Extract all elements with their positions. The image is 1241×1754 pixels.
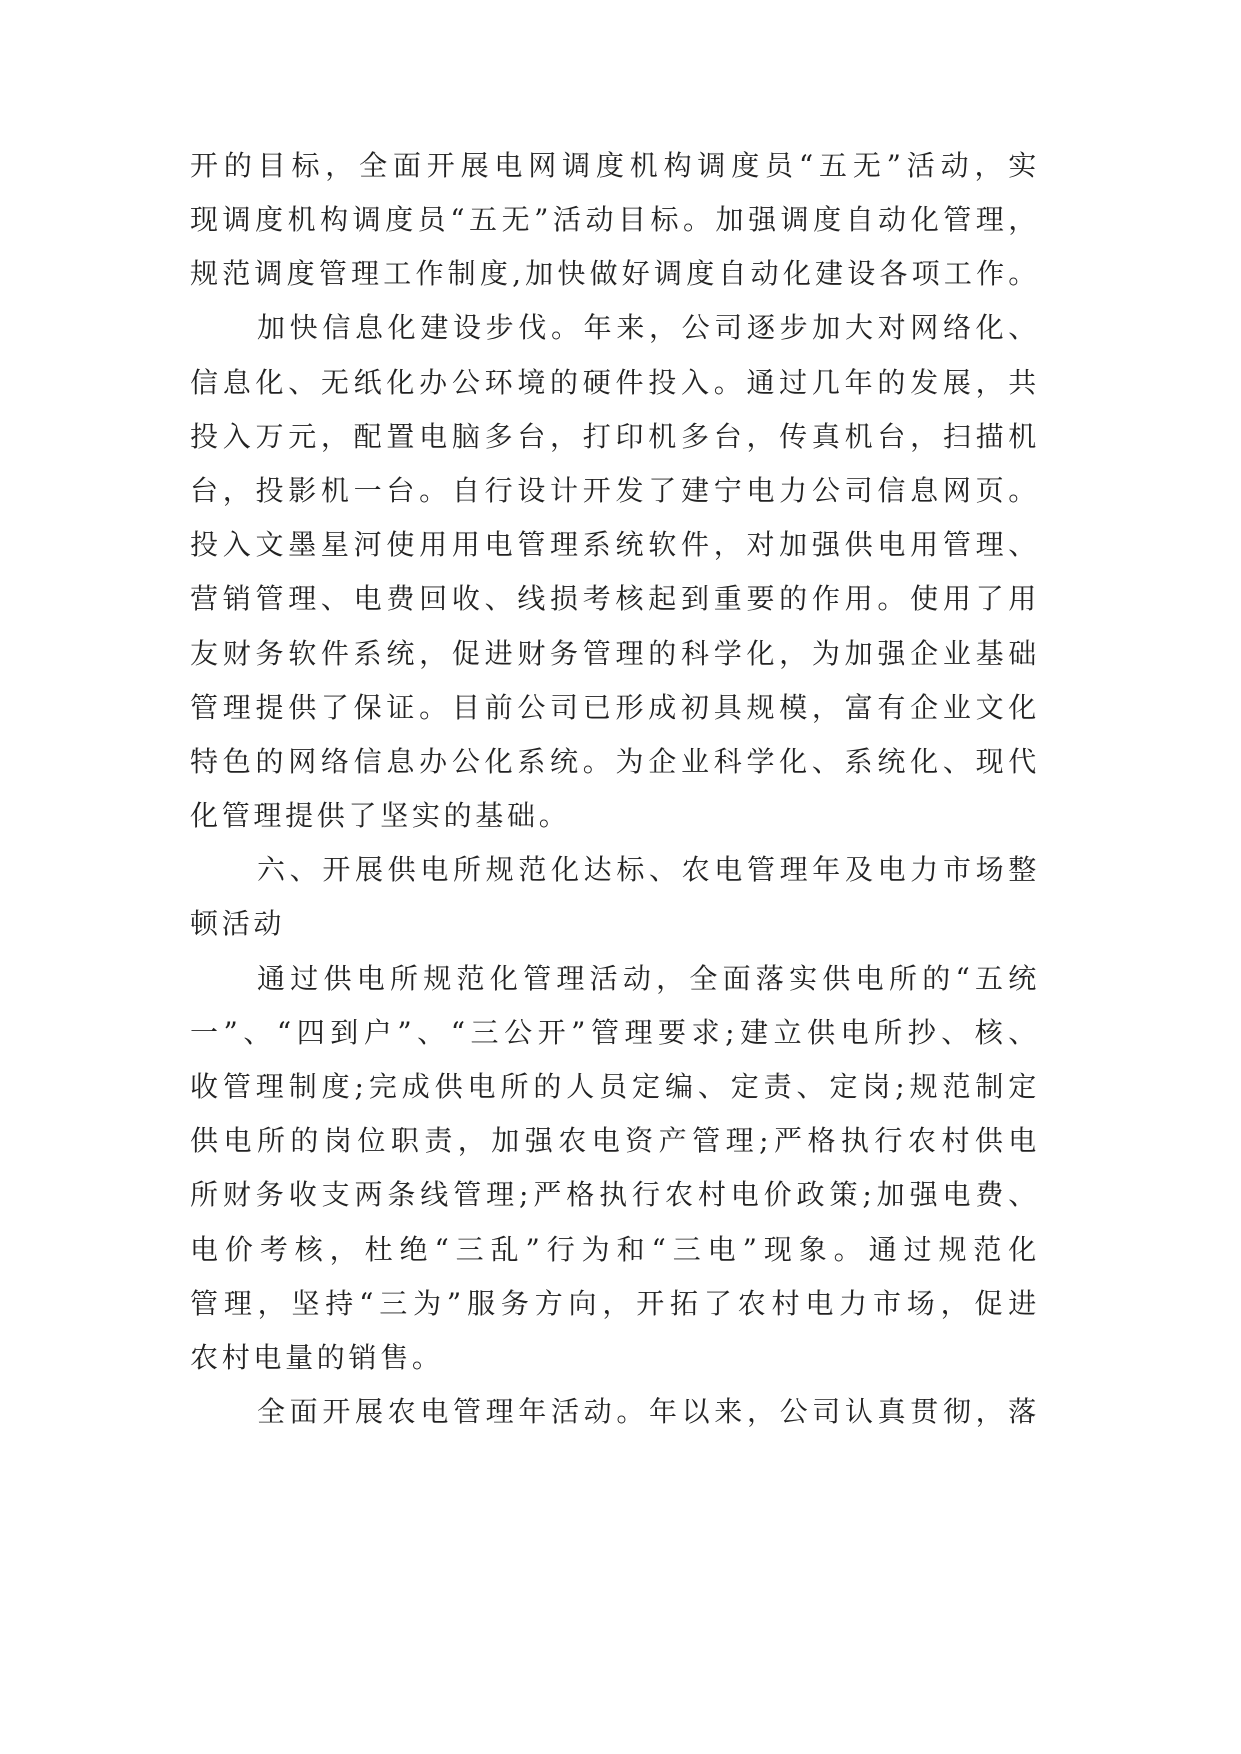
paragraph-line: 农村电量的销售。 — [190, 1341, 444, 1374]
paragraph-line: 加快信息化建设步伐。年来，公司逐步加大对网络化、 — [257, 311, 1040, 344]
paragraph-line: 所财务收支两条线管理;严格执行农村电价政策;加强电费、 — [190, 1178, 1040, 1211]
paragraph-line: 电价考核，杜绝“三乱”行为和“三电”现象。通过规范化 — [190, 1233, 1040, 1266]
paragraph-line: 友财务软件系统，促进财务管理的科学化，为加强企业基础 — [190, 637, 1040, 670]
section-heading-line: 六、开展供电所规范化达标、农电管理年及电力市场整 — [257, 853, 1040, 886]
paragraph-line: 台，投影机一台。自行设计开发了建宁电力公司信息网页。 — [190, 474, 1040, 507]
paragraph-line: 管理提供了保证。目前公司已形成初具规模，富有企业文化 — [190, 691, 1040, 724]
paragraph-line: 开的目标，全面开展电网调度机构调度员“五无”活动，实 — [190, 149, 1040, 182]
paragraph-line: 营销管理、电费回收、线损考核起到重要的作用。使用了用 — [190, 582, 1040, 615]
paragraph-line: 特色的网络信息办公化系统。为企业科学化、系统化、现代 — [190, 745, 1040, 778]
paragraph-line: 现调度机构调度员“五无”活动目标。加强调度自动化管理， — [190, 203, 1040, 236]
paragraph-line: 全面开展农电管理年活动。年以来，公司认真贯彻，落 — [257, 1395, 1040, 1428]
paragraph-line: 一”、“四到户”、“三公开”管理要求;建立供电所抄、核、 — [190, 1016, 1040, 1049]
paragraph-line: 信息化、无纸化办公环境的硬件投入。通过几年的发展，共 — [190, 366, 1040, 399]
paragraph-line: 投入文墨星河使用用电管理系统软件，对加强供电用管理、 — [190, 528, 1040, 561]
paragraph-line: 管理，坚持“三为”服务方向，开拓了农村电力市场，促进 — [190, 1287, 1040, 1320]
paragraph-line: 通过供电所规范化管理活动，全面落实供电所的“五统 — [257, 962, 1040, 995]
paragraph-line: 投入万元，配置电脑多台，打印机多台，传真机台，扫描机 — [190, 420, 1040, 453]
paragraph-line: 收管理制度;完成供电所的人员定编、定责、定岗;规范制定 — [190, 1070, 1040, 1103]
paragraph-line: 化管理提供了坚实的基础。 — [190, 799, 571, 832]
section-heading-line: 顿活动 — [190, 907, 286, 940]
paragraph-line: 规范调度管理工作制度,加快做好调度自动化建设各项工作。 — [190, 257, 1040, 290]
paragraph-line: 供电所的岗位职责，加强农电资产管理;严格执行农村供电 — [190, 1124, 1040, 1157]
